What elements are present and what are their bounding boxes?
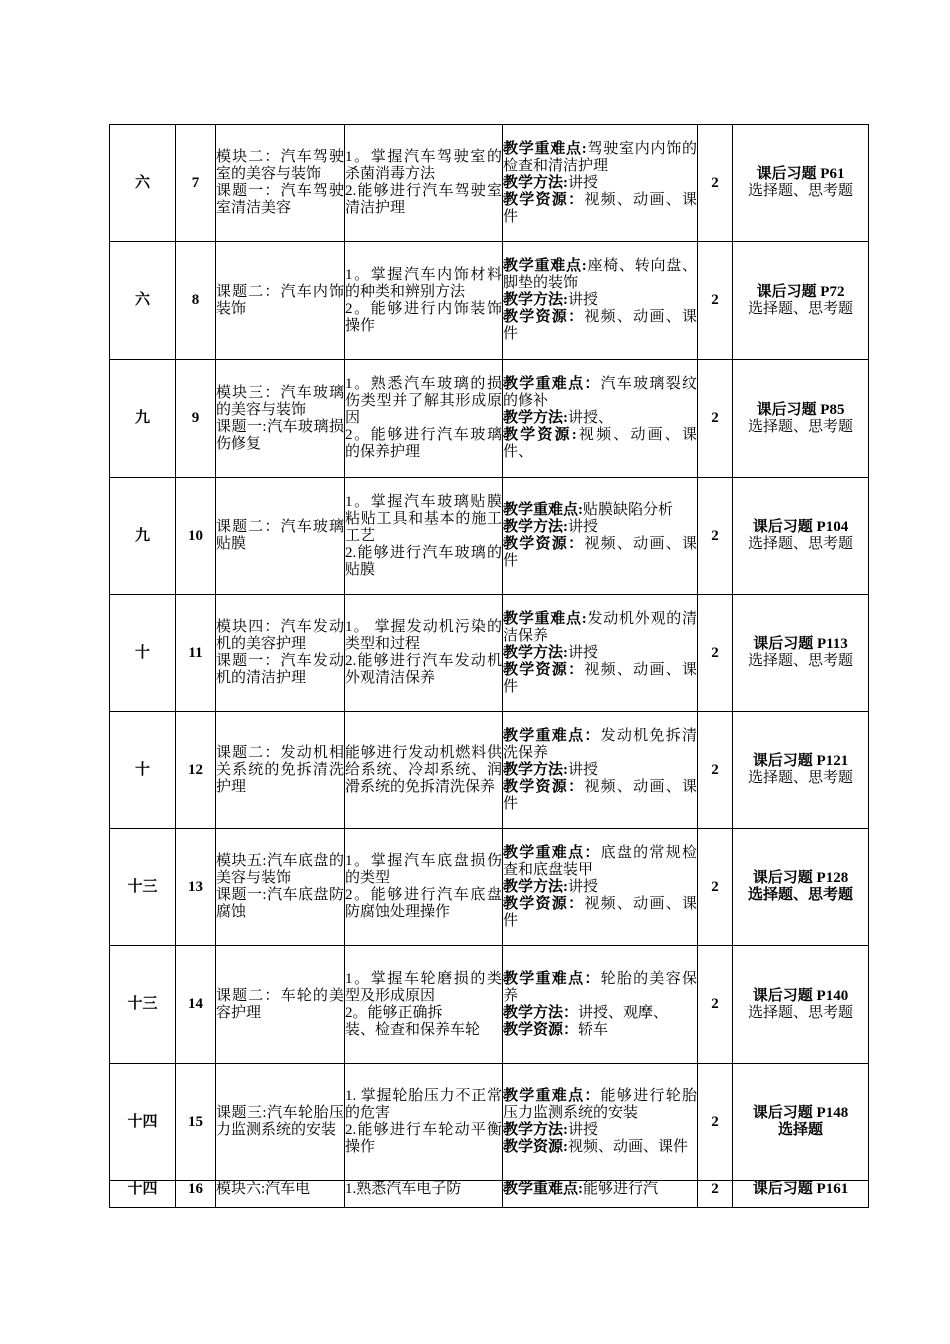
- week-cell: 十四: [110, 1181, 176, 1208]
- week-cell: 六: [110, 125, 176, 242]
- goal-cell: [345, 360, 503, 478]
- topic-cell: [216, 946, 345, 1064]
- method-label: 教学方法:: [503, 644, 568, 661]
- method-line: [503, 645, 697, 662]
- method-cell: [503, 712, 698, 829]
- method-label: 教学资源：: [503, 895, 585, 912]
- table-row: [110, 1181, 869, 1208]
- method-cell: [503, 478, 698, 595]
- homework-title: 课后习题 P140: [752, 987, 849, 1004]
- homework-text: 选择题、思考题: [747, 1004, 853, 1021]
- method-label: 教学方法:: [503, 292, 568, 308]
- method-text: 视频、动画、课件: [503, 309, 697, 342]
- goal-line: 2.能够进行汽车玻璃的贴膜: [345, 544, 502, 578]
- method-text: 视频、动画、课件: [503, 778, 697, 812]
- method-line: [503, 519, 697, 536]
- goal-line: 1。熟悉汽车玻璃的损伤类型并了解其形成原因: [345, 376, 502, 426]
- homework-text: 选择题、思考题: [747, 536, 853, 552]
- table-row: [110, 946, 869, 1064]
- homework-text: 选择题、思考题: [747, 183, 853, 199]
- method-cell: [503, 829, 698, 946]
- method-line: [503, 175, 697, 192]
- method-text: 驾驶室内内饰的检查和清洁护理: [503, 140, 697, 174]
- homework-title: 课后习题 P61: [756, 166, 845, 182]
- lesson-number-cell: 7: [176, 125, 216, 242]
- method-line: [503, 728, 697, 762]
- method-text: 视频、动画、课件: [568, 1139, 689, 1155]
- homework-title: 课后习题 P148: [752, 1105, 849, 1121]
- method-label: 教学方法:: [503, 174, 568, 191]
- method-line: [503, 258, 697, 292]
- method-cell: [503, 242, 698, 360]
- goal-line: 1。 掌握发动机污染的类型和过程: [345, 619, 502, 652]
- table-row: [110, 478, 869, 595]
- table-row: [110, 360, 869, 478]
- topic-cell: [216, 360, 345, 478]
- method-label: 教学重难点：: [503, 727, 601, 744]
- method-cell: [503, 360, 698, 478]
- homework-cell: [733, 1064, 869, 1181]
- goal-line: 2。能够进行内饰装饰操作: [345, 300, 502, 334]
- goal-line: 1。掌握汽车玻璃贴膜粘贴工具和基本的施工工艺: [345, 493, 502, 544]
- method-line: [503, 762, 697, 779]
- lesson-number-cell: 14: [176, 946, 216, 1064]
- week-cell: 十四: [110, 1064, 176, 1181]
- method-label: 教学资源：: [503, 661, 585, 678]
- method-label: 教学资源：: [503, 778, 585, 795]
- week-cell: 六: [110, 242, 176, 360]
- homework-text: 选择题、思考题: [747, 653, 853, 669]
- topic-cell: [216, 712, 345, 829]
- lesson-number-cell: 10: [176, 478, 216, 595]
- topic-line: 课题二：汽车内饰装饰: [216, 283, 344, 317]
- method-label: 教学重难点:: [503, 258, 587, 274]
- method-line: [503, 410, 697, 427]
- method-label: 教学方法：: [503, 1004, 579, 1021]
- table-row: [110, 712, 869, 829]
- method-text: 能够进行汽: [583, 1181, 659, 1197]
- method-label: 教学重难点:: [503, 1181, 583, 1197]
- method-cell: [503, 1064, 698, 1181]
- method-line: [503, 845, 697, 879]
- method-text: 讲授、观摩、: [578, 1004, 669, 1021]
- lesson-number-cell: 11: [176, 595, 216, 712]
- goal-line: 1. 掌握轮胎压力不正常的危害: [345, 1088, 502, 1121]
- topic-line: 课题一：汽车驾驶室清洁美容: [216, 183, 344, 216]
- homework-cell: [733, 125, 869, 242]
- method-label: 教学重难点：: [503, 844, 601, 861]
- hours-cell: 2: [698, 712, 733, 829]
- topic-cell: [216, 1064, 345, 1181]
- homework-cell: [733, 946, 869, 1064]
- method-label: 教学方法:: [503, 519, 568, 535]
- method-label: 教学方法:: [503, 410, 568, 426]
- goal-line: 2。能够进行汽车玻璃的保养护理: [345, 427, 502, 460]
- topic-line: 课题一：汽车发动机的清洁护理: [216, 653, 344, 686]
- goal-cell: [345, 946, 503, 1064]
- method-text: 汽车玻璃裂纹的修补: [503, 376, 697, 409]
- method-line: [503, 292, 697, 309]
- topic-cell: [216, 829, 345, 946]
- hours-cell: 2: [698, 1064, 733, 1181]
- method-text: 讲授: [568, 292, 599, 308]
- method-cell: [503, 946, 698, 1064]
- method-text: 视频、动画、课件: [503, 661, 697, 695]
- week-cell: 十: [110, 712, 176, 829]
- goal-cell: [345, 595, 503, 712]
- goal-cell: [345, 829, 503, 946]
- topic-cell: [216, 125, 345, 242]
- week-cell: 九: [110, 478, 176, 595]
- week-cell: 十三: [110, 946, 176, 1064]
- method-text: 讲授: [568, 519, 599, 535]
- method-label: 教学重难点:: [503, 140, 587, 157]
- homework-cell: [733, 1181, 869, 1208]
- method-text: 贴膜缺陷分析: [583, 502, 674, 518]
- goal-line: 1。掌握汽车驾驶室的杀菌消毒方法: [345, 149, 502, 182]
- homework-text: 选择题、思考题: [747, 300, 853, 317]
- topic-line: 模块五:汽车底盘的美容与装饰: [216, 853, 344, 886]
- goal-line: 2.能够进行车轮动平衡操作: [345, 1122, 502, 1155]
- homework-title: 课后习题 P85: [756, 401, 845, 418]
- method-label: 教学资源：: [503, 536, 585, 552]
- method-text: 讲授: [568, 174, 599, 191]
- homework-title: 课后习题 P72: [756, 283, 845, 300]
- hours-cell: 2: [698, 125, 733, 242]
- goal-cell: [345, 1064, 503, 1181]
- hours-cell: 2: [698, 595, 733, 712]
- method-text: 能够进行轮胎压力监测系统的安装: [503, 1088, 697, 1121]
- method-text: 讲授: [568, 761, 599, 778]
- method-text: 讲授: [568, 1122, 599, 1138]
- homework-cell: [733, 595, 869, 712]
- homework-title: 课后习题 P121: [752, 753, 849, 769]
- lesson-number-cell: 13: [176, 829, 216, 946]
- homework-cell: [733, 829, 869, 946]
- week-cell: 十: [110, 595, 176, 712]
- method-text: 轿车: [578, 1021, 609, 1038]
- method-line: [503, 309, 697, 343]
- homework-title: 课后习题 P113: [753, 636, 848, 652]
- hours-cell: 2: [698, 946, 733, 1064]
- topic-cell: [216, 595, 345, 712]
- topic-line: 课题一:汽车玻璃损伤修复: [216, 418, 344, 452]
- topic-line: 模块三：汽车玻璃的美容与装饰: [216, 384, 344, 418]
- goal-line: 1。掌握汽车底盘损伤的类型: [345, 853, 502, 886]
- method-text: 讲授、: [568, 410, 614, 426]
- method-line: [503, 1122, 697, 1139]
- homework-title: 课后习题 P161: [752, 1181, 849, 1197]
- homework-cell: [733, 478, 869, 595]
- topic-line: 课题二：汽车玻璃贴膜: [216, 519, 344, 552]
- topic-line: 课题一:汽车底盘防腐蚀: [216, 887, 344, 920]
- method-label: 教学资源：: [503, 1021, 579, 1038]
- teaching-schedule-table: [109, 124, 869, 1208]
- method-line: [503, 376, 697, 410]
- method-label: 教学重难点:: [503, 502, 583, 518]
- lesson-number-cell: 15: [176, 1064, 216, 1181]
- hours-cell: 2: [698, 242, 733, 360]
- method-line: [503, 1022, 697, 1039]
- topic-cell: [216, 242, 345, 360]
- method-line: [503, 662, 697, 696]
- hours-cell: 2: [698, 1181, 733, 1208]
- table-row: [110, 242, 869, 360]
- table-row: [110, 595, 869, 712]
- hours-cell: 2: [698, 360, 733, 478]
- topic-line: 课题三:汽车轮胎压力监测系统的安装: [216, 1105, 344, 1138]
- goal-cell: [345, 125, 503, 242]
- goal-line: 2。能够正确拆: [345, 1004, 443, 1021]
- goal-line: 1.熟悉汽车电子防: [345, 1181, 462, 1197]
- method-line: [503, 427, 697, 461]
- method-line: [503, 879, 697, 896]
- method-line: [503, 611, 697, 645]
- homework-cell: [733, 360, 869, 478]
- topic-line: 课题二：车轮的美容护理: [216, 987, 344, 1021]
- method-label: 教学方法:: [503, 878, 568, 895]
- method-text: 视频、动画、课件: [503, 191, 697, 225]
- homework-text: 选择题、思考题: [747, 770, 853, 786]
- topic-line: 课题二：发动机相关系统的免拆清洗护理: [216, 744, 344, 795]
- method-text: 视频、动画、课件、: [503, 427, 697, 460]
- method-label: 教学重难点：: [503, 970, 601, 987]
- goal-line: 1。掌握车轮磨损的类型及形成原因: [345, 970, 502, 1004]
- method-text: 视频、动画、课件: [503, 895, 697, 929]
- table-row: [110, 829, 869, 946]
- hours-cell: 2: [698, 478, 733, 595]
- method-label: 教学重难点：: [503, 376, 601, 392]
- method-line: [503, 971, 697, 1005]
- topic-cell: [216, 1181, 345, 1208]
- week-cell: 十三: [110, 829, 176, 946]
- method-line: [503, 1139, 697, 1156]
- method-text: 讲授: [568, 644, 599, 661]
- goal-line: 装、检查和保养车轮: [345, 1021, 481, 1038]
- goal-cell: [345, 1181, 503, 1208]
- method-line: [503, 1005, 697, 1022]
- method-label: 教学资源:: [503, 1139, 568, 1155]
- method-text: 发动机免拆清洗保养: [503, 727, 697, 761]
- method-text: 发动机外观的清洁保养: [503, 610, 697, 644]
- method-line: [503, 141, 697, 175]
- lesson-number-cell: 16: [176, 1181, 216, 1208]
- method-label: 教学资源：: [503, 191, 585, 208]
- goal-line: 2.能够进行汽车发动机外观清洁保养: [345, 653, 502, 686]
- goal-cell: [345, 242, 503, 360]
- method-cell: [503, 595, 698, 712]
- method-line: [503, 1181, 697, 1198]
- method-line: [503, 1088, 697, 1122]
- lesson-number-cell: 8: [176, 242, 216, 360]
- homework-text: 选择题、思考题: [747, 418, 853, 435]
- method-text: 座椅、转向盘、脚垫的装饰: [503, 258, 697, 291]
- method-cell: [503, 125, 698, 242]
- topic-line: 模块六:汽车电: [216, 1181, 311, 1197]
- lesson-number-cell: 12: [176, 712, 216, 829]
- hours-cell: 2: [698, 829, 733, 946]
- homework-title: 课后习题 P128: [752, 870, 849, 886]
- topic-line: 模块四：汽车发动机的美容护理: [216, 619, 344, 652]
- homework-text: 选择题、思考题: [747, 887, 853, 903]
- homework-title: 课后习题 P104: [752, 519, 849, 535]
- method-line: [503, 536, 697, 570]
- method-line: [503, 192, 697, 226]
- method-label: 教学资源：: [503, 309, 585, 325]
- table-row: [110, 125, 869, 242]
- table-row: [110, 1064, 869, 1181]
- topic-cell: [216, 478, 345, 595]
- method-text: 讲授: [568, 878, 599, 895]
- goal-line: 2。能够进行汽车底盘防腐蚀处理操作: [345, 887, 502, 920]
- method-label: 教学重难点:: [503, 610, 587, 627]
- method-label: 教学方法:: [503, 1122, 568, 1138]
- method-line: [503, 779, 697, 813]
- goal-line: 1。掌握汽车内饰材料的种类和辨别方法: [345, 266, 502, 300]
- goal-line: 能够进行发动机燃料供给系统、冷却系统、润滑系统的免拆清洗保养: [345, 744, 502, 795]
- lesson-number-cell: 9: [176, 360, 216, 478]
- goal-cell: [345, 478, 503, 595]
- homework-text: 选择题: [777, 1122, 823, 1138]
- method-text: 底盘的常规检查和底盘装甲: [503, 844, 697, 878]
- homework-cell: [733, 712, 869, 829]
- week-cell: 九: [110, 360, 176, 478]
- method-text: 视频、动画、课件: [503, 536, 697, 569]
- goal-line: 2.能够进行汽车驾驶室清洁护理: [345, 183, 502, 216]
- homework-cell: [733, 242, 869, 360]
- method-text: 轮胎的美容保养: [503, 970, 697, 1004]
- method-line: [503, 896, 697, 930]
- topic-line: 模块二：汽车驾驶室的美容与装饰: [216, 149, 344, 182]
- method-label: 教学方法:: [503, 761, 568, 778]
- method-cell: [503, 1181, 698, 1208]
- method-label: 教学资源:: [503, 427, 577, 443]
- method-label: 教学重难点：: [503, 1088, 601, 1104]
- method-line: [503, 502, 697, 519]
- goal-cell: [345, 712, 503, 829]
